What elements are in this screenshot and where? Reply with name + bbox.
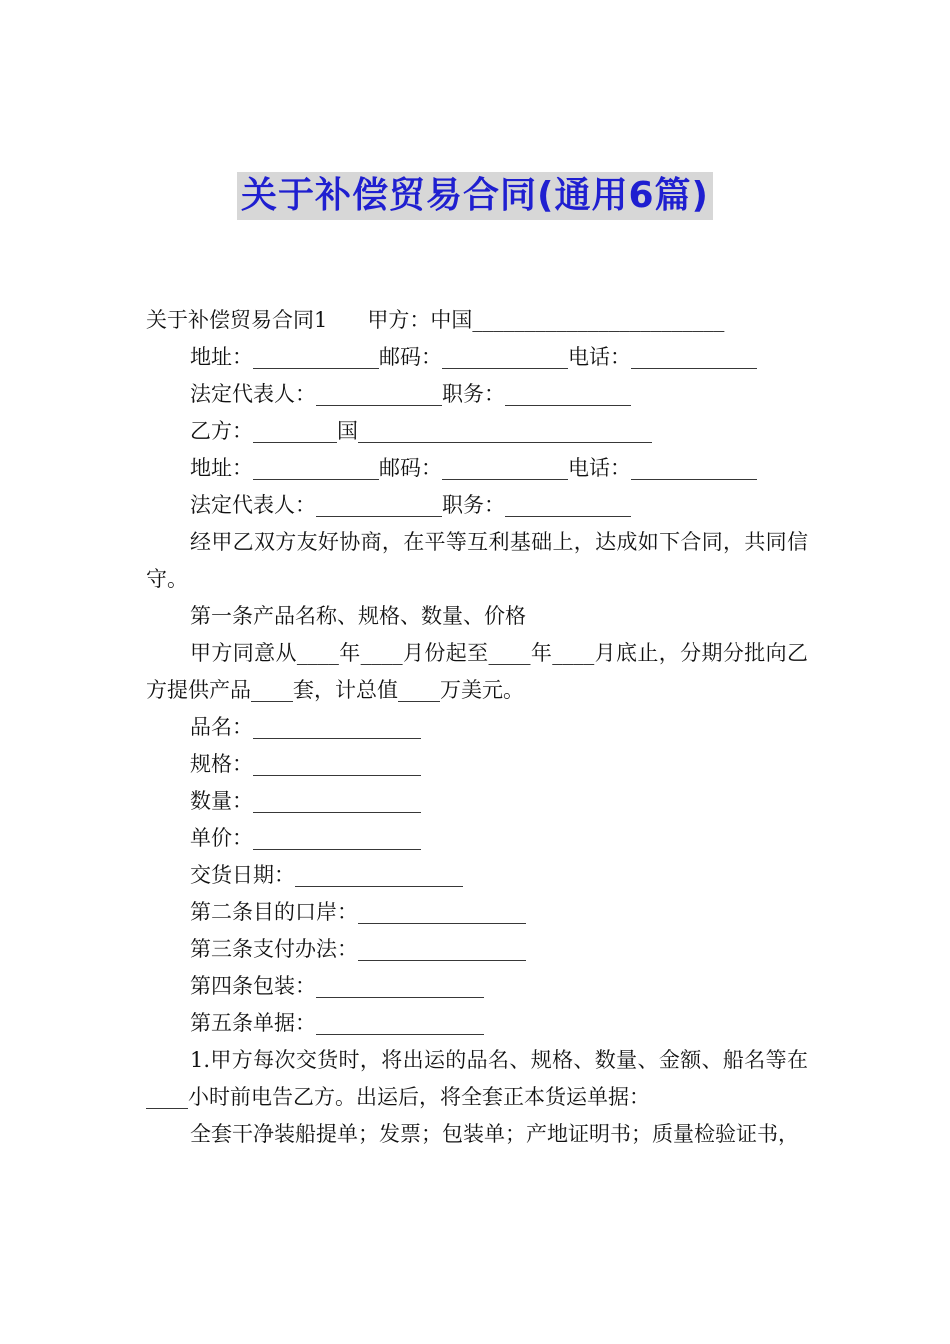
article-1-paragraph: 甲方同意从____年____月份起至____年____月底止，分期分批向乙方提供产品____套，计总值____万美元。	[146, 641, 808, 702]
line-3	[146, 376, 808, 413]
party-b-address: 地址：____________邮码：____________电话：____________	[190, 456, 757, 480]
party-a-address: 地址：____________邮码：____________电话：____________	[190, 345, 757, 369]
intro-paragraph: 经甲乙双方友好协商，在平等互利基础上，达成如下合同，共同信守。	[146, 530, 808, 591]
specification-line: 规格：________________	[190, 752, 421, 776]
document-body	[146, 302, 808, 1153]
article-5-line: 第五条单据：________________	[190, 1011, 484, 1035]
unit-price-line: 单价：________________	[190, 826, 421, 850]
article-3-line: 第三条支付办法：________________	[190, 937, 526, 961]
line-2	[146, 339, 808, 376]
document-title: 关于补偿贸易合同(通用6篇)	[237, 172, 713, 220]
line-1-part-a: 关于补偿贸易合同1	[146, 308, 328, 332]
line-6	[146, 487, 808, 524]
line-5	[146, 450, 808, 487]
article-2-line: 第二条目的口岸：________________	[190, 900, 526, 924]
product-name-line: 品名：________________	[190, 715, 421, 739]
party-a-representative: 法定代表人：____________职务：____________	[190, 382, 631, 406]
party-b: 乙方：________国____________________________	[190, 419, 652, 443]
documents-list-paragraph: 全套干净装船提单；发票；包装单；产地证明书；质量检验证书，	[190, 1122, 799, 1146]
quantity-line: 数量：________________	[190, 789, 421, 813]
delivery-date-line: 交货日期：________________	[190, 863, 463, 887]
party-b-representative: 法定代表人：____________职务：____________	[190, 493, 631, 517]
title-container	[0, 172, 950, 220]
article-1-heading: 第一条产品名称、规格、数量、价格	[190, 604, 526, 628]
line-1-part-b: 甲方：中国________________________	[367, 308, 725, 332]
line-1	[146, 302, 808, 339]
clause-1-paragraph: 1.甲方每次交货时，将出运的品名、规格、数量、金额、船名等在____小时前电告乙方。出运后，将全套正本货运单据：	[146, 1048, 808, 1109]
article-4-line: 第四条包装：________________	[190, 974, 484, 998]
line-4	[146, 413, 808, 450]
